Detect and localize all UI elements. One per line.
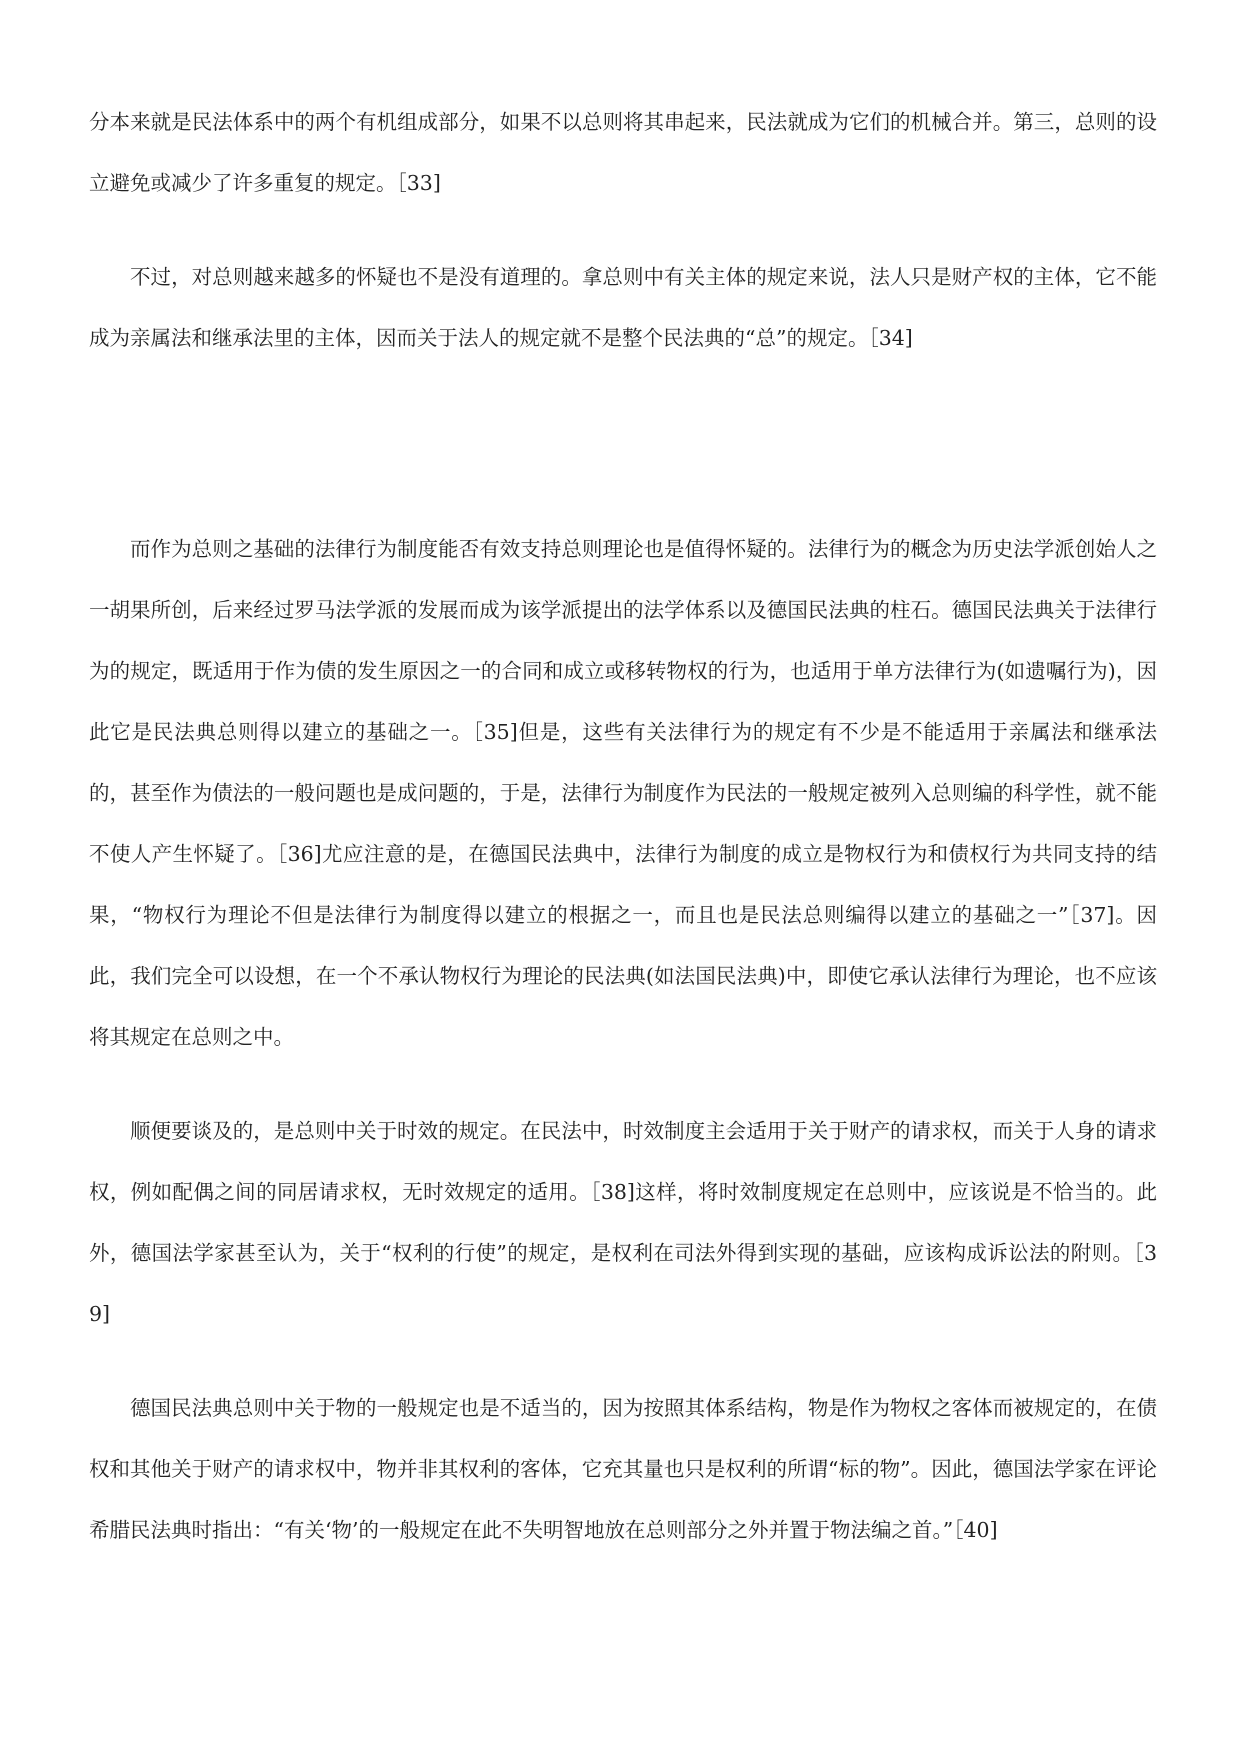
paragraph-juristic-act: 而作为总则之基础的法律行为制度能否有效支持总则理论也是值得怀疑的。法律行为的概念为历史法学派创始人之一胡果所创，后来经过罗马法学派的发展而成为该学派提出的法学体系以及德国民法典的柱石。德国民法典关于法律行为的规定，既适用于作为债的发生原因之一的合同和成立或移转物权的行为，也适用于单方法律行为(如遗嘱行为)，因此它是民法典总则得以建立的基础之一。［35]但是，这些有关法律行为的规定有不少是不能适用于亲属法和继承法的，甚至作为债法的一般问题也是成问题的，于是，法律行为制度作为民法的一般规定被列入总则编的科学性，就不能不使人产生怀疑了。［36]尤应注意的是，在德国民法典中，法律行为制度的成立是物权行为和债权行为共同支持的结果，“物权行为理论不但是法律行为制度得以建立的根据之一，而且也是民法总则编得以建立的基础之一”［37]。因此，我们完全可以设想，在一个不承认物权行为理论的民法典(如法国民法典)中，即使它承认法律行为理论，也不应该将其规定在总则之中。 bbox=[89, 537, 1157, 1049]
paragraph-things-provisions: 德国民法典总则中关于物的一般规定也是不适当的，因为按照其体系结构，物是作为物权之客体而被规定的，在债权和其他关于财产的请求权中，物并非其权利的客体，它充其量也只是权利的所谓“标的物”。因此，德国法学家在评论希腊民法典时指出：“有关‘物’的一般规定在此不失明智地放在总则部分之外并置于物法编之首。”［40] bbox=[89, 1396, 1157, 1542]
document-body bbox=[89, 92, 1157, 1561]
paragraph-doubts-on-general-part: 不过，对总则越来越多的怀疑也不是没有道理的。拿总则中有关主体的规定来说，法人只是财产权的主体，它不能成为亲属法和继承法里的主体，因而关于法人的规定就不是整个民法典的“总”的规定。［34] bbox=[89, 265, 1157, 350]
paragraph-continuation: 分本来就是民法体系中的两个有机组成部分，如果不以总则将其串起来，民法就成为它们的机械合并。第三，总则的设立避免或减少了许多重复的规定。［33] bbox=[89, 110, 1157, 195]
paragraph-limitation-period: 顺便要谈及的，是总则中关于时效的规定。在民法中，时效制度主会适用于关于财产的请求权，而关于人身的请求权，例如配偶之间的同居请求权，无时效规定的适用。［38]这样，将时效制度规定在总则中，应该说是不恰当的。此外，德国法学家甚至认为，关于“权利的行使”的规定，是权利在司法外得到实现的基础，应该构成诉讼法的附则。［39] bbox=[89, 1119, 1157, 1326]
